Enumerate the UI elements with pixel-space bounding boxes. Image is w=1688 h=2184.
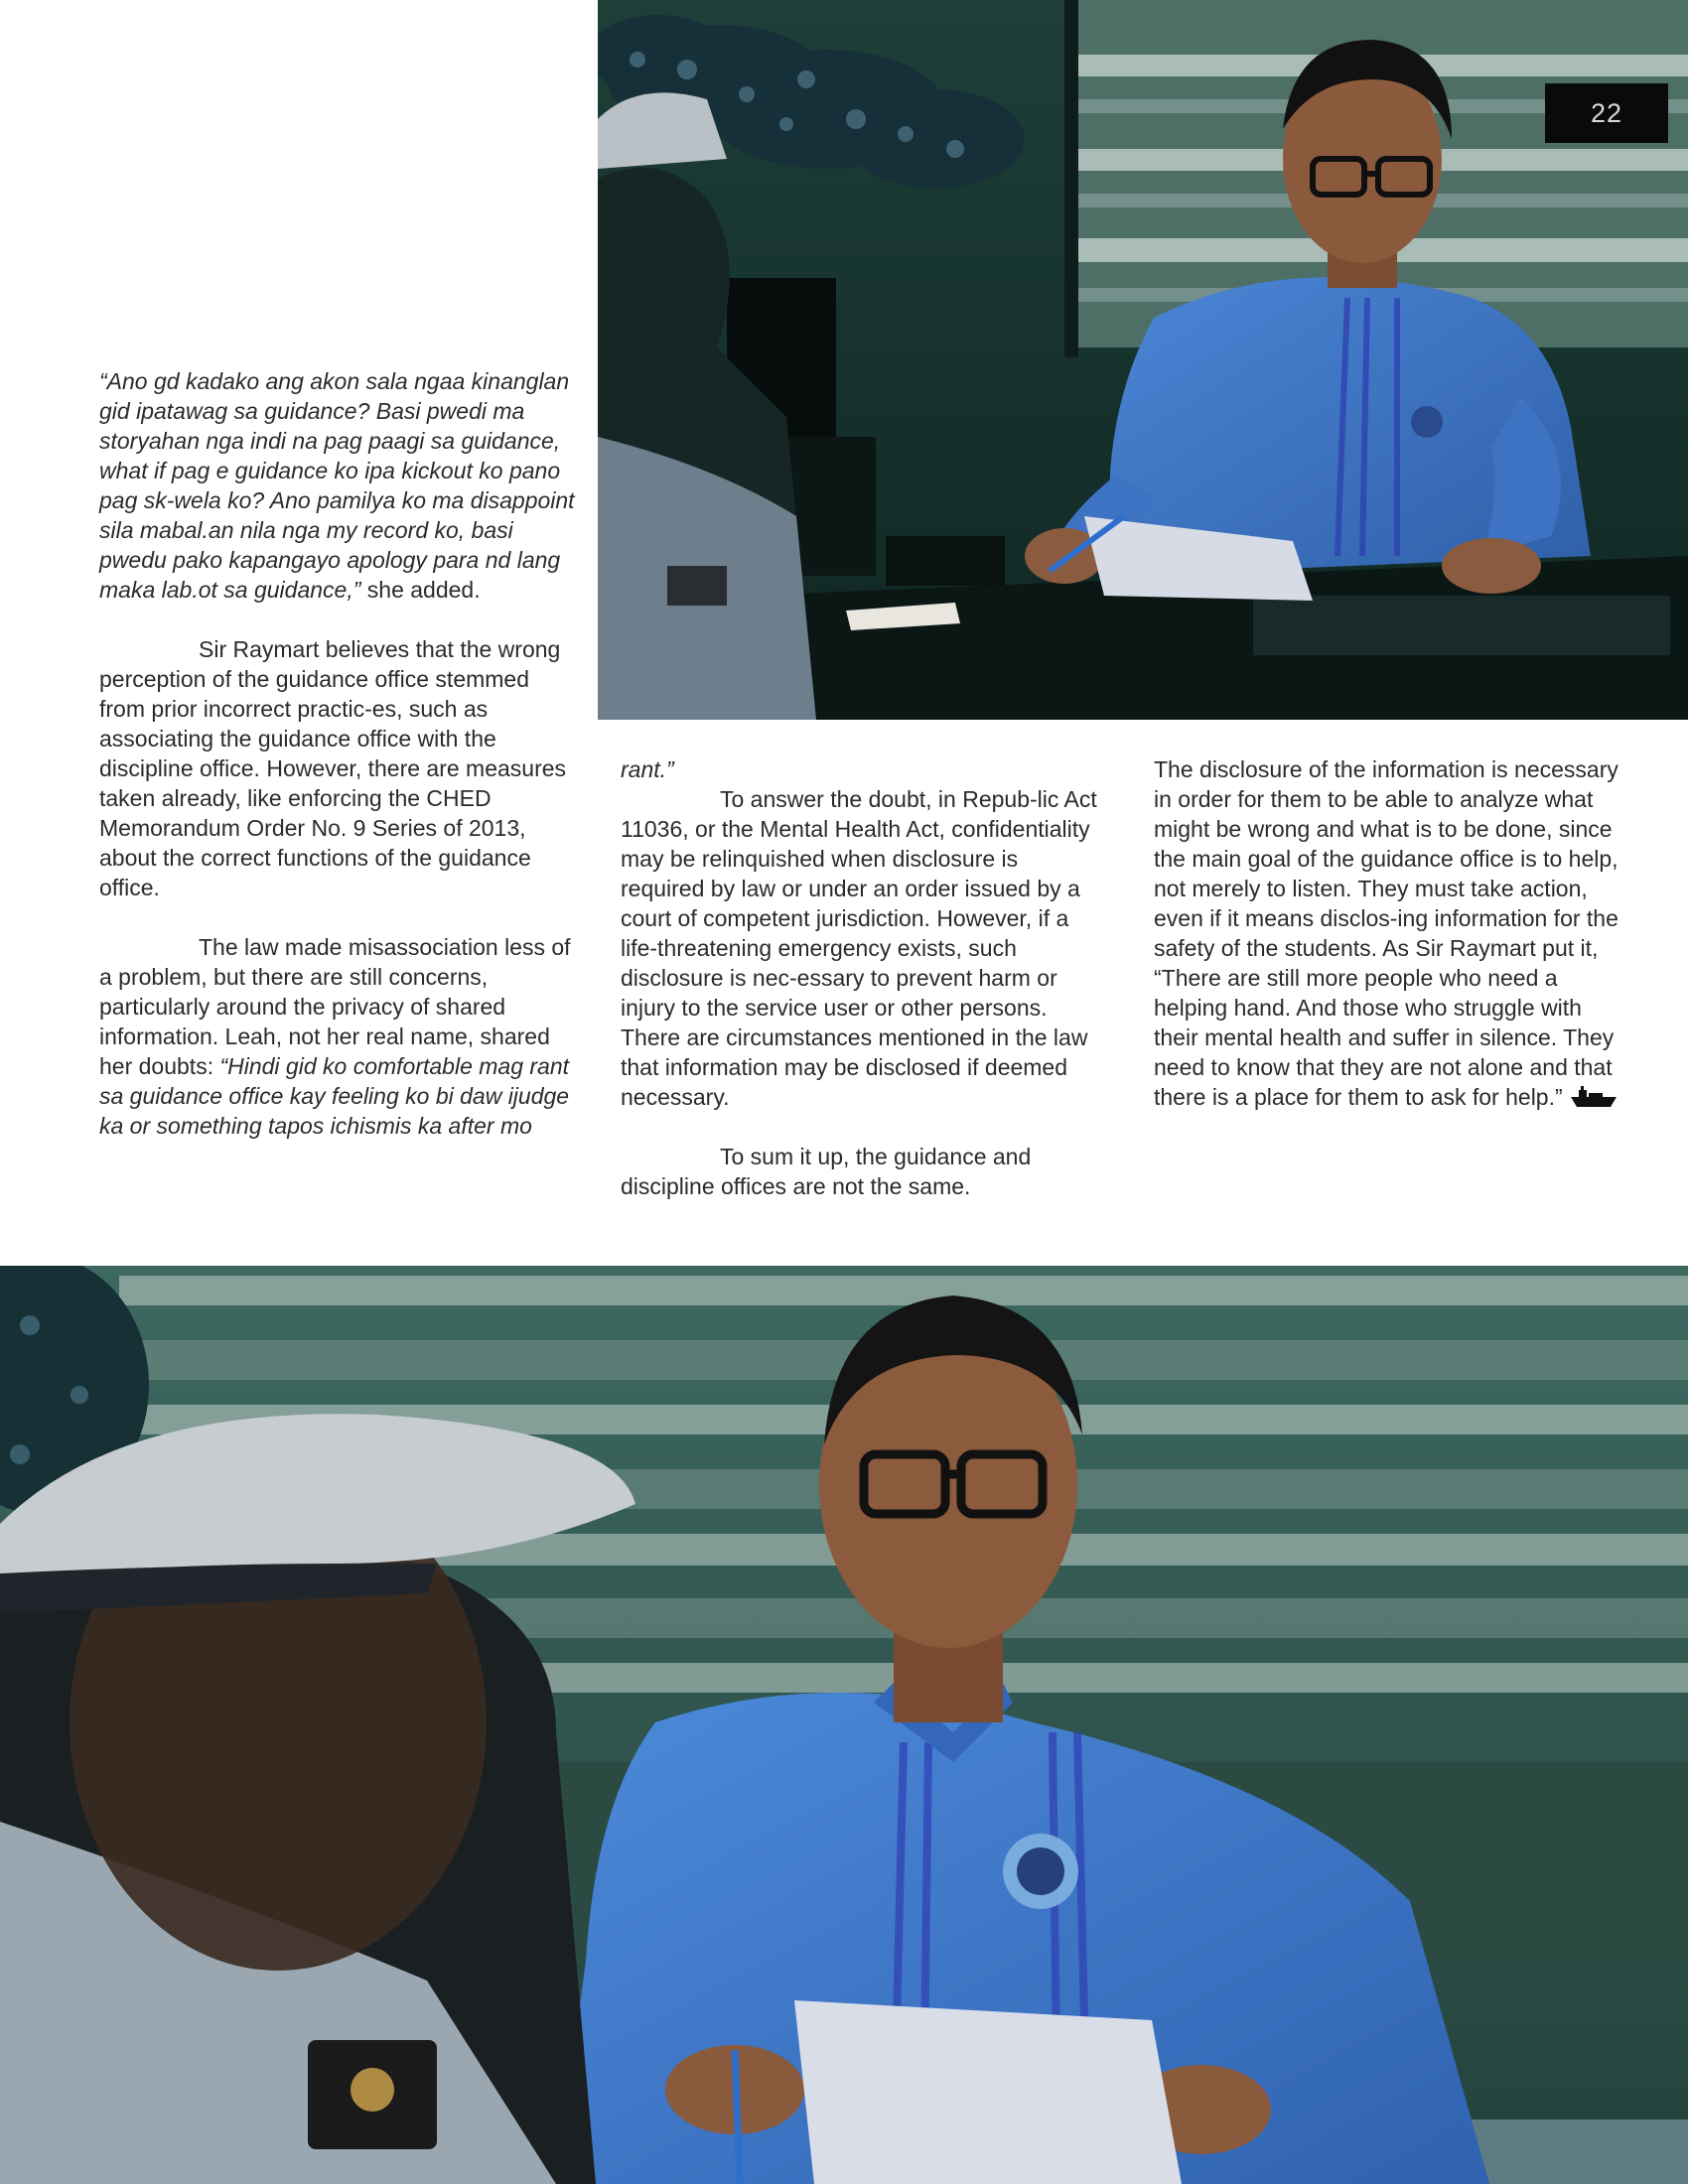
ship-end-mark-icon (1569, 1085, 1618, 1116)
quote-continuation-text: rant.” (621, 756, 674, 782)
paragraph-privacy (99, 932, 576, 1141)
paragraph-summary-text: To sum it up, the guidance and discipline offices are not the same. (621, 1144, 1032, 1199)
paragraph-mental-health-act (621, 784, 1097, 1112)
photo-guidance-counselor-reading-document-icon (0, 1266, 1688, 2184)
paragraph-privacy-quote: “Hindi gid ko comfortable mag rant sa guidance office kay feeling ko bi daw ijudge ka or something tapos ichismis ka after mo (99, 1053, 570, 1139)
quote-attribution: she added. (360, 577, 481, 603)
bottom-photo (0, 1266, 1688, 2184)
quote-text: “Ano gd kadako ang akon sala ngaa kinanglan gid ipatawag sa guidance? Basi pwedi ma storyahan nga indi na pag paagi sa guidance, what if pag e guidance ko ipa kickout ko pano pag sk-wela ko? Ano pamilya ko ma disappoint sila mabal.an nila nga my record ko, basi pwedu pako kapangayo apology para nd lang maka lab.ot sa guidance,” (99, 368, 575, 603)
paragraph-privacy-text: The law made misassociation less of a problem, but there are still concerns, particularly around the privacy of shared information. Leah, not her real name, shared her doubts: (99, 934, 571, 1079)
page-number: 22 (1545, 83, 1668, 143)
quote-continuation (621, 754, 1097, 784)
quote-paragraph (99, 366, 576, 605)
photo-guidance-counselor-with-cadet-icon (598, 0, 1688, 720)
paragraph-mental-health-act-text: To answer the doubt, in Repub-lic Act 11036, or the Mental Health Act, confidentiality may be relinquished when disclosure is required by law or under an order issued by a court of competent jurisdiction. However, if a life-threatening emergency exists, such disclosure is nec-essary to prevent harm or injury to the service user or other persons. There are circumstances mentioned in the law that information may be disclosed if deemed necessary. (621, 786, 1097, 1110)
paragraph-perception (99, 634, 576, 902)
article-column-left (99, 366, 576, 1141)
paragraph-disclosure (1154, 754, 1620, 1116)
article-column-right (1154, 754, 1620, 1116)
paragraph-summary (621, 1142, 1097, 1201)
paragraph-disclosure-text: The disclosure of the information is necessary in order for them to be able to analyze what might be wrong and what is to be done, since the main goal of the guidance office is to help, not merely to listen. They must take action, even if it means disclos-ing information for the safety of the students. As Sir Raymart put it, “There are still more people who need a helping hand. And those who struggle with their mental health and suffer in silence. They need to know that they are not alone and that there is a place for them to ask for help.” (1154, 756, 1618, 1110)
article-column-middle (621, 754, 1097, 1201)
paragraph-perception-text: Sir Raymart believes that the wrong perception of the guidance office stemmed from prior incorrect practic-es, such as associating the guidance office with the discipline office. However, there are measures taken already, like enforcing the CHED Memorandum Order No. 9 Series of 2013, about the correct functions of the guidance office. (99, 636, 567, 900)
top-photo (598, 0, 1688, 720)
